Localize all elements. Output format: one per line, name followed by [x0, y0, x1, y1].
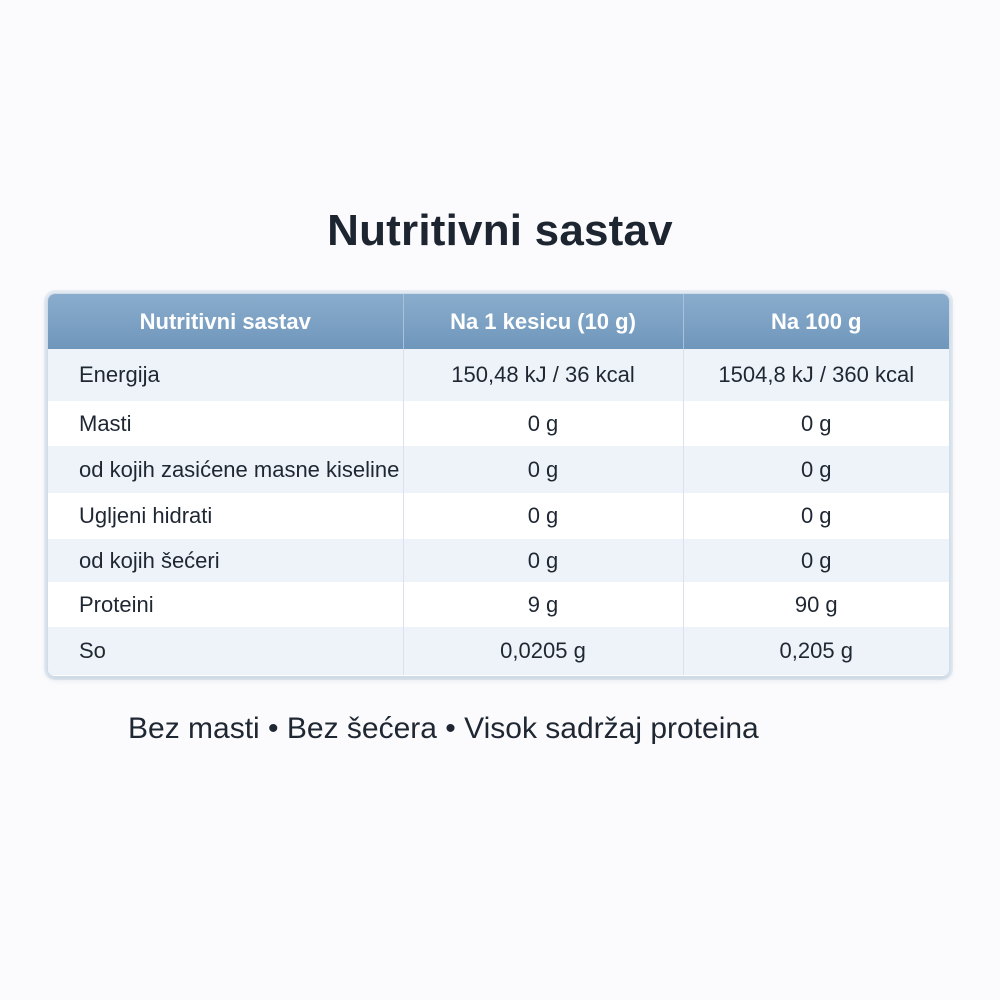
product-tagline: Bez masti • Bez šećera • Visok sadržaj proteina [128, 712, 759, 745]
per-100g-value: 90 g [683, 582, 949, 627]
column-header-per-sachet: Na 1 kesicu (10 g) [403, 294, 683, 349]
per-100g-value: 0 g [683, 401, 949, 446]
per-100g-value: 0 g [683, 539, 949, 582]
row-label-text: Energija [79, 362, 160, 387]
per-100g-value: 0 g [683, 493, 949, 539]
per-sachet-value: 0 g [403, 539, 683, 582]
table-header-row [48, 294, 949, 349]
table-row [48, 493, 949, 539]
row-label [48, 401, 403, 446]
row-label [48, 582, 403, 627]
nutrition-table-card [47, 293, 950, 677]
row-label-text: Proteini [79, 591, 154, 617]
row-label-text: od kojih zasićene masne kiseline [79, 456, 400, 482]
per-sachet-value: 0 g [403, 493, 683, 539]
table-row [48, 401, 949, 446]
row-label [48, 446, 403, 493]
per-sachet-value: 0 g [403, 446, 683, 493]
per-sachet-value: 0,0205 g [403, 627, 683, 675]
column-header-nutrient: Nutritivni sastav [48, 294, 403, 349]
nutrition-table [48, 294, 949, 675]
table-row [48, 627, 949, 675]
table-row [48, 349, 949, 401]
row-label [48, 349, 403, 401]
table-row [48, 539, 949, 582]
per-sachet-value: 150,48 kJ / 36 kcal [403, 349, 683, 401]
per-100g-value: 1504,8 kJ / 360 kcal [683, 349, 949, 401]
row-label [48, 539, 403, 582]
per-sachet-value: 0 g [403, 401, 683, 446]
page-title: Nutritivni sastav [327, 206, 673, 255]
per-sachet-value: 9 g [403, 582, 683, 627]
row-label-text: Ugljeni hidrati [79, 503, 213, 528]
table-row [48, 446, 949, 493]
per-100g-value: 0,205 g [683, 627, 949, 675]
column-header-per-100g: Na 100 g [683, 294, 949, 349]
row-label [48, 627, 403, 675]
row-label-text: Masti [79, 410, 132, 436]
row-label [48, 493, 403, 539]
per-100g-value: 0 g [683, 446, 949, 493]
table-row [48, 582, 949, 627]
row-label-text: So [79, 638, 106, 663]
row-label-text: od kojih šećeri [79, 547, 220, 573]
